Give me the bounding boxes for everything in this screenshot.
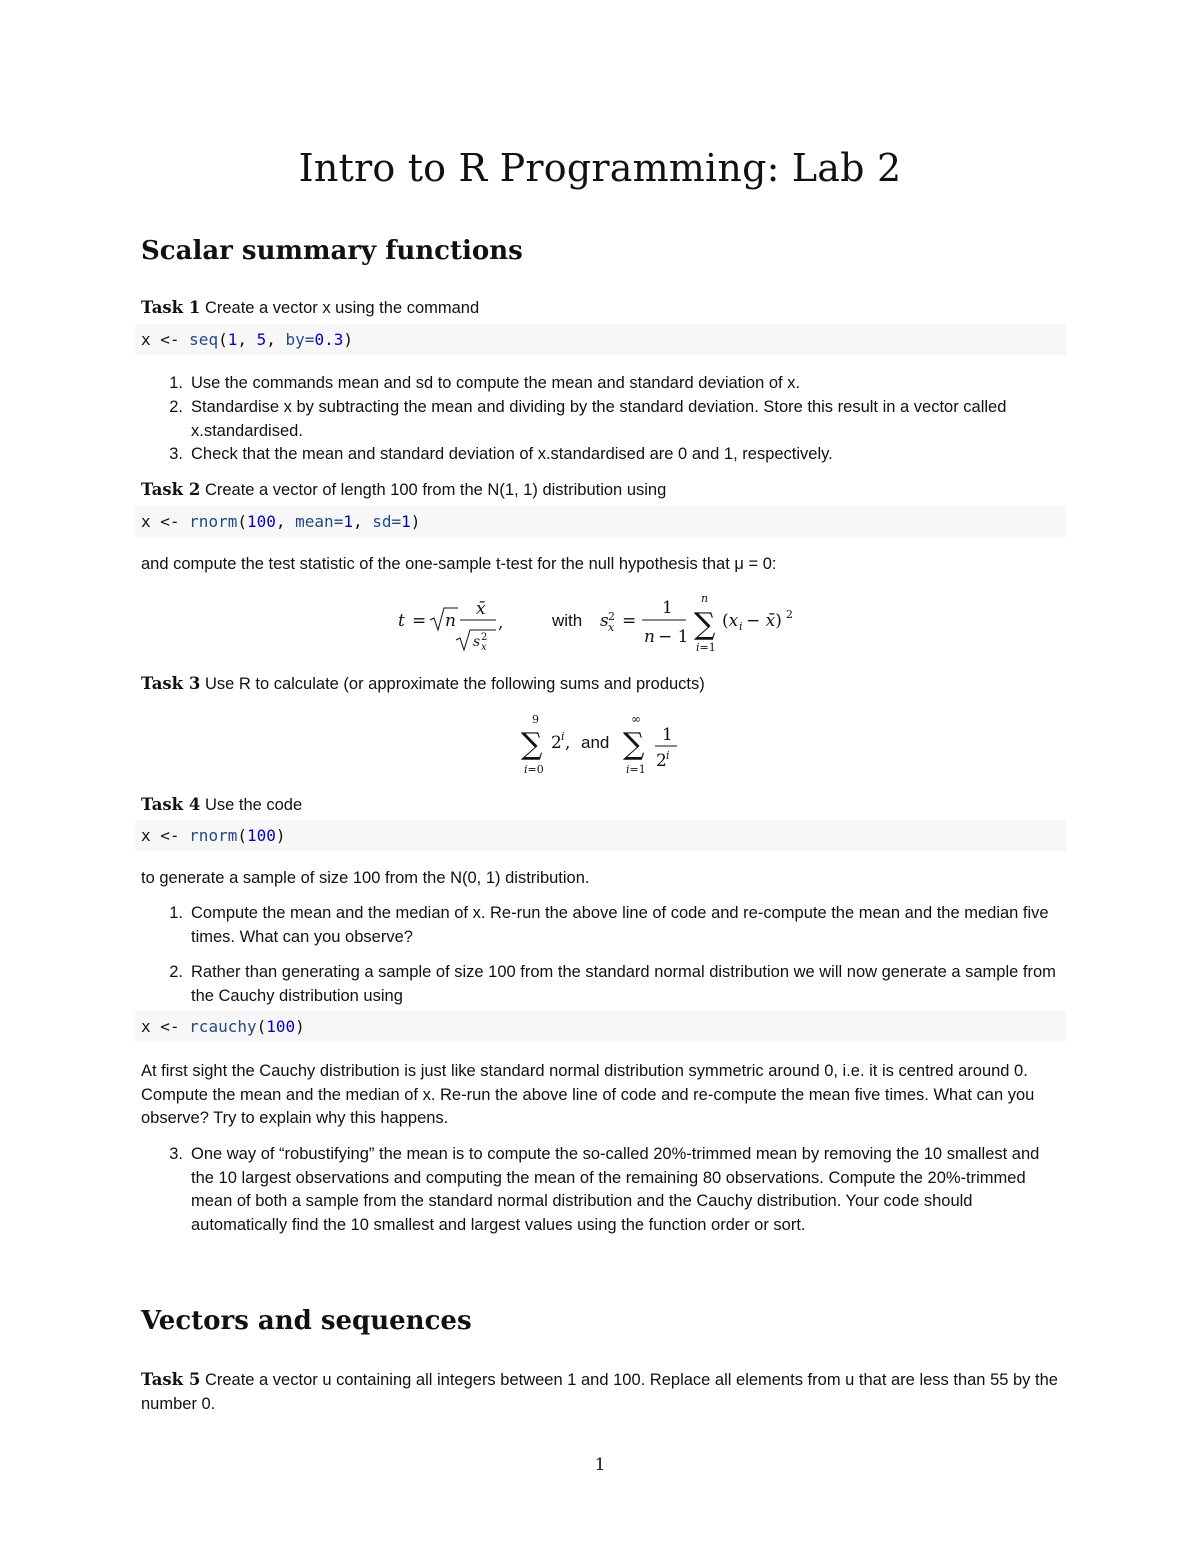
svg-text:2: 2 bbox=[481, 632, 488, 643]
task5-text: Create a vector u containing all integers between 1 and 100. Replace all elements from u that are less than 55 by the number 0. bbox=[141, 1371, 1058, 1413]
svg-text:i=1: i=1 bbox=[696, 641, 716, 654]
svg-text:,: , bbox=[498, 613, 504, 633]
svg-text:with: with bbox=[552, 611, 583, 630]
svg-text:s: s bbox=[473, 634, 481, 650]
task4-after-text: to generate a sample of size 100 from the N(0, 1) distribution. bbox=[141, 869, 590, 887]
svg-text:1: 1 bbox=[662, 598, 673, 618]
svg-text:− 1: − 1 bbox=[658, 627, 689, 647]
task4-paragraph bbox=[141, 793, 1061, 818]
svg-text:1: 1 bbox=[662, 725, 673, 745]
list-item: 2. Rather than generating a sample of size 100 from the standard normal distribution we will now generate a sample from the Cauchy distribution using bbox=[169, 963, 1056, 1005]
svg-text:n: n bbox=[644, 627, 655, 647]
task4-label: Task 4 bbox=[141, 795, 201, 814]
list-item: 1. Compute the mean and the median of x. Re-run the above line of code and re-compute the mean and the median five times. What can you observe? bbox=[169, 904, 1049, 946]
svg-text:n: n bbox=[445, 611, 456, 631]
svg-text:x: x bbox=[608, 621, 615, 634]
svg-text:− x̄): − x̄) bbox=[746, 611, 782, 631]
svg-text:2: 2 bbox=[786, 608, 793, 621]
page-number: 1 bbox=[594, 1455, 606, 1475]
task2-after-text: and compute the test statistic of the one-sample t-test for the null hypothesis that μ = 0: bbox=[141, 555, 777, 573]
svg-text:and: and bbox=[581, 733, 610, 752]
task4-text: Use the code bbox=[204, 796, 303, 814]
svg-text:x̄: x̄ bbox=[476, 599, 486, 619]
list-item: 1. Use the commands mean and sd to compute the mean and standard deviation of x. bbox=[169, 374, 801, 392]
svg-text:∑: ∑ bbox=[694, 607, 716, 642]
svg-text:s: s bbox=[600, 611, 609, 631]
svg-text:x: x bbox=[481, 642, 487, 653]
task1-paragraph bbox=[141, 296, 1061, 321]
svg-text:(x: (x bbox=[722, 611, 739, 631]
svg-text:i=1: i=1 bbox=[626, 763, 646, 776]
svg-text:n: n bbox=[701, 592, 709, 605]
task1-text: Create a vector x using the command bbox=[204, 299, 480, 317]
task5-label: Task 5 bbox=[141, 1370, 201, 1389]
task2-label: Task 2 bbox=[141, 480, 201, 499]
task4-code-block: x <- rnorm(100) bbox=[135, 820, 1066, 851]
task5-paragraph bbox=[141, 1368, 1061, 1416]
list-item: 3. Check that the mean and standard deviation of x.standardised are 0 and 1, respectively. bbox=[169, 445, 833, 463]
task2-paragraph bbox=[141, 478, 1061, 503]
svg-text:2: 2 bbox=[656, 751, 667, 771]
svg-text:2: 2 bbox=[551, 733, 562, 753]
page-title: Intro to R Programming: Lab 2 bbox=[298, 146, 902, 190]
list-item: 2. Standardise x by subtracting the mean and dividing by the standard deviation. Store this result in a vector called x.standardised. bbox=[169, 398, 1007, 440]
svg-text:t: t bbox=[398, 611, 405, 631]
svg-text:,: , bbox=[565, 733, 571, 753]
svg-text:9: 9 bbox=[532, 713, 539, 726]
svg-text:∑: ∑ bbox=[623, 727, 645, 762]
svg-text:2: 2 bbox=[608, 610, 615, 623]
svg-text:i=0: i=0 bbox=[524, 763, 544, 776]
svg-text:∑: ∑ bbox=[521, 727, 543, 762]
task2-code-block: x <- rnorm(100, mean=1, sd=1) bbox=[135, 506, 1066, 537]
t-statistic-formula bbox=[390, 588, 820, 658]
section-heading-vectors: Vectors and sequences bbox=[141, 1306, 472, 1336]
task1-code-block: x <- seq(1, 5, by=0.3) bbox=[135, 324, 1066, 355]
svg-text:∞: ∞ bbox=[631, 712, 641, 726]
section-heading-scalar: Scalar summary functions bbox=[141, 236, 523, 266]
task3-paragraph bbox=[141, 672, 1061, 697]
svg-text:=: = bbox=[412, 611, 427, 631]
svg-text:i: i bbox=[739, 620, 743, 633]
task4-cauchy-code-block: x <- rcauchy(100) bbox=[135, 1011, 1066, 1042]
list-item: 3. One way of “robustifying” the mean is to compute the so-called 20%-trimmed mean by removing the 10 smallest and the 10 largest observations and computing the mean of the remaining 80 observations. Compute the 20%-trimmed mean of both a sample from the standard normal distribution and the Cauchy distribution. Your code should automatically find the 10 smallest and largest values using the function order or sort. bbox=[169, 1145, 1040, 1234]
sums-formula bbox=[515, 710, 695, 780]
svg-text:=: = bbox=[622, 611, 637, 631]
cauchy-paragraph: At first sight the Cauchy distribution is just like standard normal distribution symmetric around 0, i.e. it is centred around 0. Compute the mean and the median of x. Re-run the above line of code and re-compute the mean five times. What can you observe? Try to explain why this happens. bbox=[141, 1062, 1035, 1127]
svg-text:i: i bbox=[561, 730, 565, 743]
task1-label: Task 1 bbox=[141, 298, 201, 317]
task3-text: Use R to calculate (or approximate the following sums and products) bbox=[204, 675, 705, 693]
task3-label: Task 3 bbox=[141, 674, 201, 693]
task2-text: Create a vector of length 100 from the N(1, 1) distribution using bbox=[204, 481, 667, 499]
svg-text:i: i bbox=[666, 749, 670, 762]
